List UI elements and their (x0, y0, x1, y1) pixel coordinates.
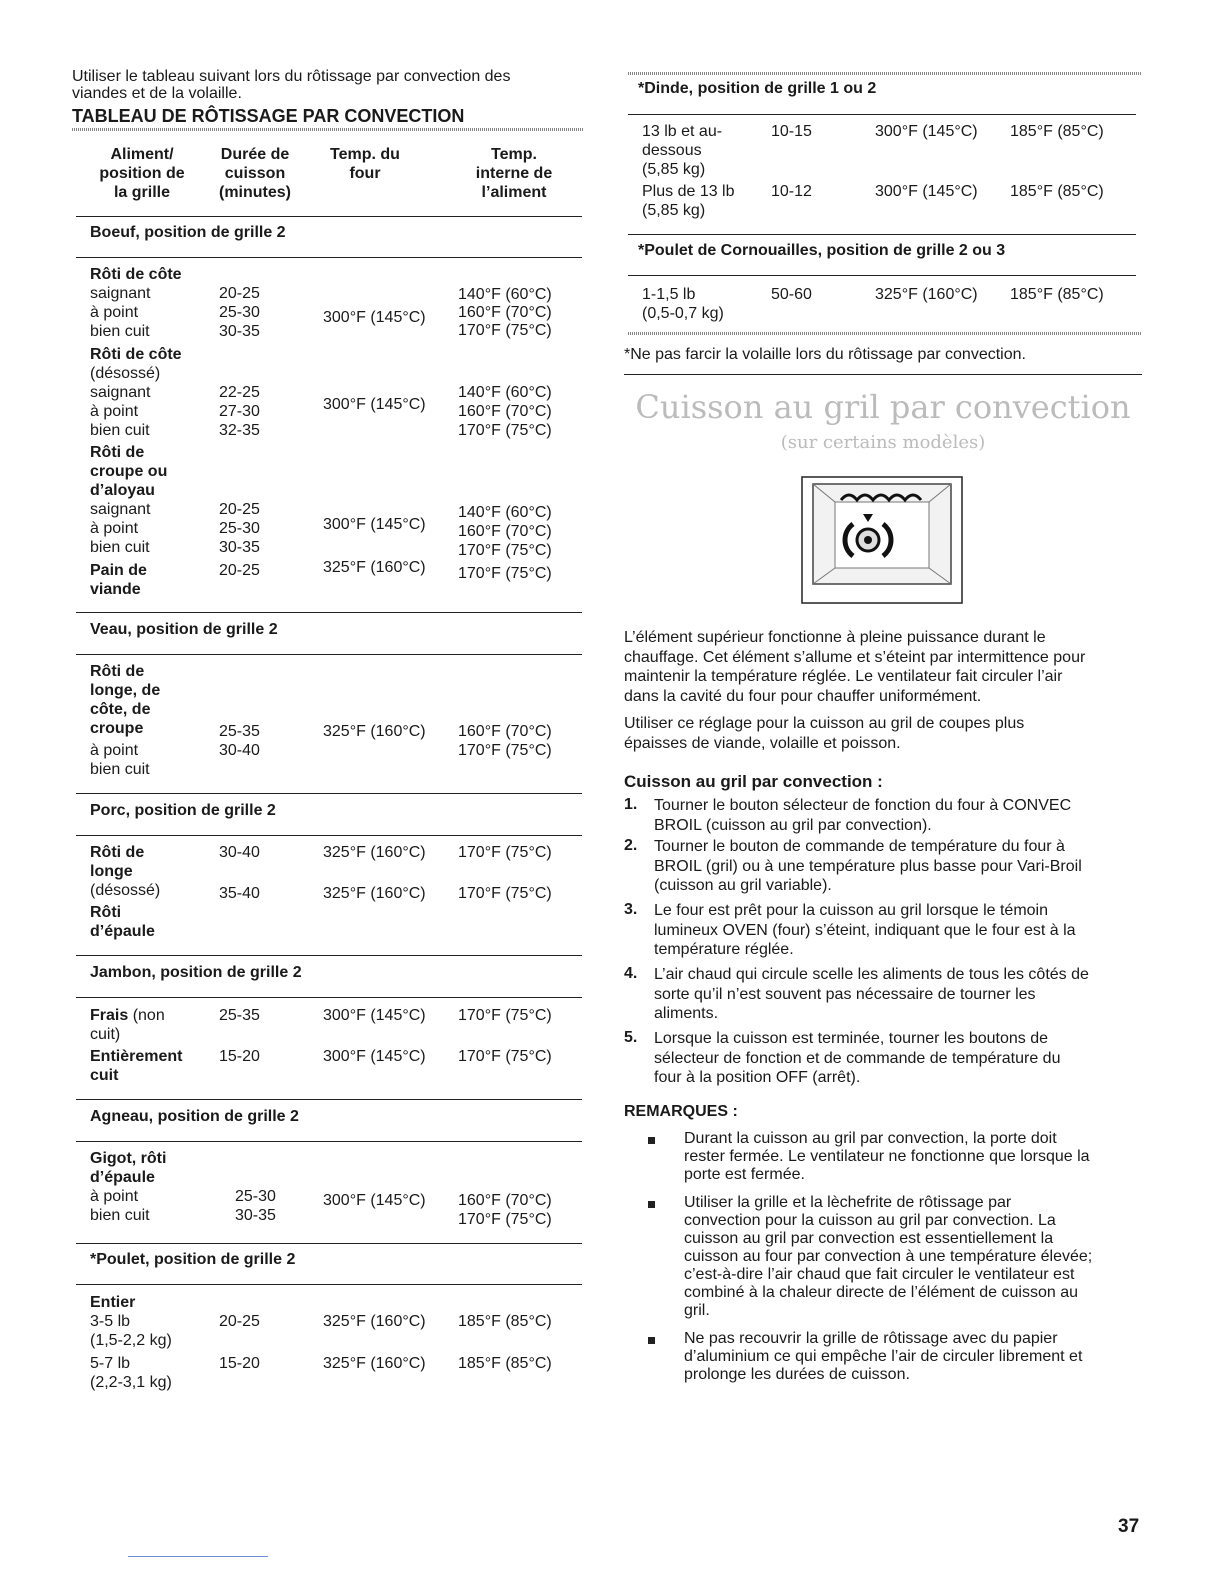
remarks-list (648, 1130, 1148, 1388)
intro-text: Utiliser le tableau suivant lors du rôtissage par convection des viandes et de la volaille. (72, 68, 511, 102)
list-item: Utiliser la grille et la lèchefrite de rôtissage par convection pour la cuisson au gril par convection. La cuisson au gril par convection est essentiellement la cuisson au four par convection à une température élevée; c’est-à-dire l’air chaud que fait circuler le ventilateur est combiné à la chaleur directe de l’élément de cuisson au gril. (648, 1194, 1148, 1330)
doneness: saignant (90, 285, 151, 302)
food-name: d’épaule (90, 1169, 155, 1186)
oven-temp: 300°F (145°C) (323, 309, 426, 326)
weight: (5,85 kg) (642, 161, 706, 178)
rule (76, 1141, 582, 1142)
oven-temp: 300°F (145°C) (323, 516, 426, 533)
oven-temp: 300°F (145°C) (323, 1007, 426, 1024)
rule (76, 835, 582, 836)
rule (76, 955, 582, 956)
internal-temp: 170°F (75°C) (458, 1211, 552, 1228)
internal-temp: 160°F (70°C) (458, 304, 552, 321)
steps-list (624, 796, 1144, 1093)
internal-temp: 140°F (60°C) (458, 504, 552, 521)
oven-temp: 300°F (145°C) (875, 123, 978, 140)
duration: 20-25 (219, 1313, 260, 1330)
duration: 50-60 (771, 286, 812, 303)
doneness: à point (90, 304, 139, 321)
food-name: Rôti de (90, 444, 145, 461)
list-item: Ne pas recouvrir la grille de rôtissage avec du papier d’aluminium ce qui empêche l’air de circuler librement et prolonge les durées de cuisson. (648, 1330, 1148, 1388)
internal-temp: 140°F (60°C) (458, 384, 552, 401)
rule (76, 1099, 582, 1100)
internal-temp: 170°F (75°C) (458, 1007, 552, 1024)
weight: (2,2-3,1 kg) (90, 1374, 172, 1391)
usage-paragraph: Utiliser ce réglage pour la cuisson au gril de coupes plus épaisses de viande, volaille et poisson. (624, 715, 1025, 752)
oven-illustration (801, 476, 963, 604)
food-name: Frais (non (90, 1007, 165, 1024)
list-item: 2. Tourner le bouton de commande de température du four à BROIL (gril) ou à une température plus basse pour Vari-Broil (cuisson au gril variable). (624, 837, 1082, 894)
food-name: Rôti de côte (90, 266, 182, 283)
doneness: bien cuit (90, 539, 150, 556)
description-paragraph: L’élément supérieur fonctionne à pleine puissance durant le chauffage. Cet élément s’allume et s’éteint par intermittence pour maintenir la température réglée. Le ventilateur fait circuler l’air dans la cavité du four pour chauffer uniformément. (624, 629, 1086, 705)
weight: 13 lb et au- (642, 123, 723, 140)
duration: 35-40 (219, 885, 260, 902)
col-header-temp-interne: Temp. interne de l’aliment (475, 146, 553, 201)
duration: 15-20 (219, 1355, 260, 1372)
section-boeuf: Boeuf, position de grille 2 (90, 224, 286, 241)
col-header-temp-four: Temp. du four (330, 146, 400, 182)
internal-temp: 170°F (75°C) (458, 844, 552, 861)
doneness: bien cuit (90, 323, 150, 340)
food-name: Rôti de (90, 663, 145, 680)
rule (628, 114, 1136, 115)
internal-temp: 170°F (75°C) (458, 542, 552, 559)
doneness: à point (90, 742, 139, 759)
col-header-aliment: Aliment/ position de la grille (99, 146, 185, 201)
duration: 25-30 (219, 304, 260, 321)
rule (76, 793, 582, 794)
rule (76, 997, 582, 998)
food-name: côte, de (90, 701, 151, 718)
col-header-duree: Durée de cuisson (minutes) (219, 146, 291, 201)
doneness: à point (90, 403, 139, 420)
weight: 3-5 lb (90, 1313, 131, 1330)
weight: dessous (642, 142, 702, 159)
oven-temp: 300°F (145°C) (323, 396, 426, 413)
weight: (1,5-2,2 kg) (90, 1332, 172, 1349)
bullet-icon (648, 1337, 655, 1344)
food-name: viande (90, 581, 141, 598)
section-poulet: *Poulet, position de grille 2 (90, 1251, 296, 1268)
doneness: bien cuit (90, 761, 150, 778)
food-name: Rôti de côte (90, 346, 182, 363)
doneness: à point (90, 520, 139, 537)
duration: 30-35 (219, 323, 260, 340)
weight: 5-7 lb (90, 1355, 131, 1372)
food-name: Rôti (90, 904, 122, 921)
rule (624, 374, 1142, 375)
duration: 22-25 (219, 384, 260, 401)
weight: Plus de 13 lb (642, 183, 735, 200)
doneness: à point (90, 1188, 139, 1205)
list-item: Durant la cuisson au gril par convection, la porte doit rester fermée. Le ventilateur ne fonctionne que lorsque la porte est fermée. (648, 1130, 1148, 1194)
list-item: 3. Le four est prêt pour la cuisson au gril lorsque le témoin lumineux OVEN (four) s’éteint, indiquant que le four est à la température réglée. (624, 901, 1076, 958)
oven-temp: 325°F (160°C) (323, 1355, 426, 1372)
rule (76, 1243, 582, 1244)
bullet-icon (648, 1201, 655, 1208)
duration: 25-35 (219, 723, 260, 740)
bullet-icon (648, 1137, 655, 1144)
list-item: 4. L’air chaud qui circule scelle les aliments de tous les côtés de sorte qu’il n’est souvent pas nécessaire de tourner les aliments. (624, 965, 1089, 1022)
food-name: Entier (90, 1294, 136, 1311)
list-item: 5. Lorsque la cuisson est terminée, tourner les boutons de sélecteur de fonction et de commande de température du four à la position OFF (arrêt). (624, 1029, 1061, 1086)
food-name: cuit (90, 1067, 119, 1084)
section-heading: Cuisson au gril par convection (635, 388, 1131, 426)
internal-temp: 140°F (60°C) (458, 286, 552, 303)
doneness: saignant (90, 384, 151, 401)
duration: 25-35 (219, 1007, 260, 1024)
duration: 20-25 (219, 285, 260, 302)
dotted-rule (628, 332, 1142, 335)
section-agneau: Agneau, position de grille 2 (90, 1108, 299, 1125)
duration: 32-35 (219, 422, 260, 439)
doneness: saignant (90, 501, 151, 518)
food-name: d’épaule (90, 923, 155, 940)
internal-temp: 170°F (75°C) (458, 322, 552, 339)
oven-temp: 325°F (160°C) (323, 885, 426, 902)
rule (628, 275, 1136, 276)
internal-temp: 160°F (70°C) (458, 723, 552, 740)
internal-temp: 160°F (70°C) (458, 403, 552, 420)
oven-temp: 325°F (160°C) (323, 1313, 426, 1330)
internal-temp: 185°F (85°C) (458, 1355, 552, 1372)
food-name: d’aloyau (90, 482, 155, 499)
rule (76, 1284, 582, 1285)
oven-temp: 300°F (145°C) (323, 1192, 426, 1209)
duration: 20-25 (219, 501, 260, 518)
oven-temp: 300°F (145°C) (875, 183, 978, 200)
oven-temp: 325°F (160°C) (323, 559, 426, 576)
internal-temp: 170°F (75°C) (458, 422, 552, 439)
internal-temp: 185°F (85°C) (458, 1313, 552, 1330)
oven-temp: 325°F (160°C) (875, 286, 978, 303)
internal-temp: 185°F (85°C) (1010, 123, 1104, 140)
weight: (0,5-0,7 kg) (642, 305, 724, 322)
food-note: cuit) (90, 1026, 121, 1043)
duration: 20-25 (219, 562, 260, 579)
internal-temp: 185°F (85°C) (1010, 286, 1104, 303)
page-number: 37 (1118, 1516, 1140, 1537)
oven-temp: 325°F (160°C) (323, 723, 426, 740)
food-name: longe, de (90, 682, 161, 699)
internal-temp: 160°F (70°C) (458, 1192, 552, 1209)
internal-temp: 170°F (75°C) (458, 885, 552, 902)
duration: 15-20 (219, 1048, 260, 1065)
internal-temp: 185°F (85°C) (1010, 183, 1104, 200)
steps-title: Cuisson au gril par convection : (624, 772, 883, 791)
food-name: croupe (90, 720, 144, 737)
oven-temp: 325°F (160°C) (323, 844, 426, 861)
food-name: Gigot, rôti (90, 1150, 167, 1167)
rule (76, 257, 582, 258)
weight: (5,85 kg) (642, 202, 706, 219)
food-note: (désossé) (90, 882, 161, 899)
food-name: Rôti de (90, 844, 145, 861)
internal-temp: 170°F (75°C) (458, 565, 552, 582)
food-name: longe (90, 863, 133, 880)
doneness: bien cuit (90, 422, 150, 439)
section-cornouailles: *Poulet de Cornouailles, position de grille 2 ou 3 (638, 242, 1006, 259)
section-porc: Porc, position de grille 2 (90, 802, 276, 819)
duration: 30-40 (219, 742, 260, 759)
duration: 25-30 (235, 1188, 276, 1205)
duration: 27-30 (219, 403, 260, 420)
list-item: 1. Tourner le bouton sélecteur de fonction du four à CONVEC BROIL (cuisson au gril par convection). (624, 796, 1072, 834)
duration: 30-35 (235, 1207, 276, 1224)
duration: 10-12 (771, 183, 812, 200)
internal-temp: 170°F (75°C) (458, 1048, 552, 1065)
food-name: croupe ou (90, 463, 168, 480)
duration: 30-35 (219, 539, 260, 556)
food-name: Entièrement (90, 1048, 183, 1065)
section-veau: Veau, position de grille 2 (90, 621, 278, 638)
food-note: (désossé) (90, 365, 161, 382)
footer-line (128, 1556, 268, 1557)
weight: 1-1,5 lb (642, 286, 696, 303)
rule (76, 612, 582, 613)
table-title: TABLEAU DE RÔTISSAGE PAR CONVECTION (72, 106, 465, 126)
internal-temp: 160°F (70°C) (458, 523, 552, 540)
oven-temp: 300°F (145°C) (323, 1048, 426, 1065)
rule (76, 654, 582, 655)
footnote: *Ne pas farcir la volaille lors du rôtissage par convection. (624, 346, 1026, 363)
internal-temp: 170°F (75°C) (458, 742, 552, 759)
doneness: bien cuit (90, 1207, 150, 1224)
rule (76, 216, 582, 217)
dotted-rule (72, 128, 584, 131)
duration: 25-30 (219, 520, 260, 537)
section-dinde: *Dinde, position de grille 1 ou 2 (638, 80, 877, 97)
remarks-title: REMARQUES : (624, 1103, 738, 1120)
duration: 30-40 (219, 844, 260, 861)
food-name: Pain de (90, 562, 147, 579)
section-subheading: (sur certains modèles) (780, 432, 986, 453)
dotted-rule (628, 72, 1142, 75)
duration: 10-15 (771, 123, 812, 140)
rule (628, 234, 1136, 235)
section-jambon: Jambon, position de grille 2 (90, 964, 302, 981)
